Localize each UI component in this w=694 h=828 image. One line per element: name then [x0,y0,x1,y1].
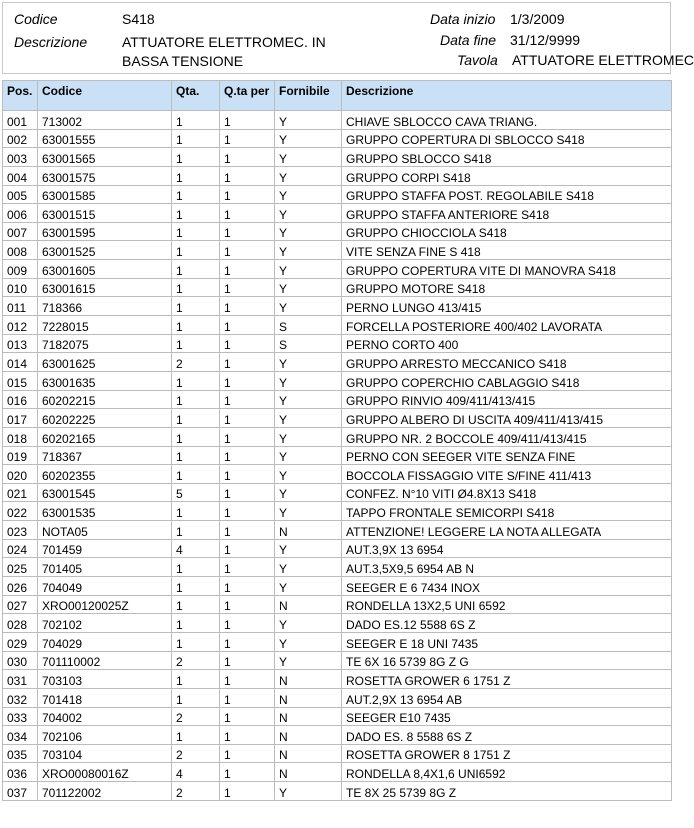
codice-cell: 702102 [38,614,172,633]
table-row [3,427,672,446]
descrizione-cell: DADO ES. 8 5588 6S Z [342,726,672,745]
qta-cell: 1 [172,222,220,241]
table-row [3,688,672,707]
fornibile-cell: Y [275,483,342,502]
codice-cell: 718366 [38,297,172,316]
qta-per-cell: 1 [220,632,275,651]
table-row [3,632,672,651]
codice-value: S418 [122,11,155,27]
codice-cell: 60202225 [38,409,172,428]
fornibile-cell: N [275,763,342,782]
descrizione-label: Descrizione [14,34,88,50]
fornibile-cell: N [275,707,342,726]
fornibile-cell: Y [275,651,342,670]
fornibile-cell: N [275,521,342,540]
table-row [3,241,672,260]
pos-cell: 034 [3,726,38,745]
descrizione-cell: RONDELLA 8,4X1,6 UNI6592 [342,763,672,782]
descrizione-cell: GRUPPO COPERCHIO CABLAGGIO S418 [342,371,672,390]
codice-cell: 63001565 [38,148,172,167]
qta-cell: 1 [172,316,220,335]
codice-cell: 63001625 [38,353,172,372]
table-row [3,353,672,372]
pos-cell: 020 [3,465,38,484]
pos-cell: 013 [3,334,38,353]
codice-cell: 701459 [38,539,172,558]
table-row [3,409,672,428]
fornibile-cell: Y [275,278,342,297]
pos-cell: 031 [3,670,38,689]
qta-per-cell: 1 [220,483,275,502]
fornibile-cell: Y [275,558,342,577]
descrizione-cell: GRUPPO ARRESTO MECCANICO S418 [342,353,672,372]
descrizione-cell: TE 6X 16 5739 8G Z G [342,651,672,670]
pos-cell: 003 [3,148,38,167]
qta-per-cell: 1 [220,129,275,148]
codice-cell: 701405 [38,558,172,577]
table-row [3,465,672,484]
table-row [3,707,672,726]
fornibile-cell: Y [275,297,342,316]
column-header-qta: Qta. [172,81,220,111]
descrizione-cell: GRUPPO STAFFA POST. REGOLABILE S418 [342,185,672,204]
pos-cell: 035 [3,744,38,763]
column-header-qta-per: Q.ta per [220,81,275,111]
pos-cell: 012 [3,316,38,335]
descrizione-cell: AUT.3,9X 13 6954 [342,539,672,558]
codice-cell: 7228015 [38,316,172,335]
codice-label: Codice [14,11,58,27]
pos-cell: 026 [3,577,38,596]
descrizione-cell: AUT.3,5X9,5 6954 AB N [342,558,672,577]
qta-per-cell: 1 [220,521,275,540]
qta-per-cell: 1 [220,577,275,596]
descrizione-cell: VITE SENZA FINE S 418 [342,241,672,260]
table-row [3,185,672,204]
qta-cell: 1 [172,614,220,633]
codice-cell: 63001535 [38,502,172,521]
codice-cell: 703104 [38,744,172,763]
table-row [3,446,672,465]
qta-per-cell: 1 [220,204,275,223]
table-row [3,614,672,633]
pos-cell: 032 [3,688,38,707]
qta-cell: 1 [172,334,220,353]
descrizione-cell: GRUPPO COPERTURA DI SBLOCCO S418 [342,129,672,148]
descrizione-cell: SEEGER E10 7435 [342,707,672,726]
qta-cell: 1 [172,632,220,651]
fornibile-cell: Y [275,539,342,558]
pos-cell: 028 [3,614,38,633]
qta-per-cell: 1 [220,670,275,689]
table-row [3,111,672,130]
pos-cell: 018 [3,427,38,446]
descrizione-cell: GRUPPO MOTORE S418 [342,278,672,297]
column-header-fornibile: Fornibile [275,81,342,111]
fornibile-cell: Y [275,185,342,204]
qta-cell: 1 [172,260,220,279]
tavola-label: Tavola [457,52,498,68]
codice-cell: 704002 [38,707,172,726]
data-fine-label: Data fine [440,32,497,48]
qta-cell: 1 [172,409,220,428]
pos-cell: 014 [3,353,38,372]
descrizione-cell: TAPPO FRONTALE SEMICORPI S418 [342,502,672,521]
table-row [3,651,672,670]
codice-cell: 703103 [38,670,172,689]
fornibile-cell: S [275,334,342,353]
table-row [3,316,672,335]
qta-cell: 1 [172,726,220,745]
qta-cell: 1 [172,390,220,409]
document-header [2,2,694,74]
table-row [3,297,672,316]
codice-cell: 63001615 [38,278,172,297]
pos-cell: 010 [3,278,38,297]
descrizione-cell: GRUPPO ALBERO DI USCITA 409/411/413/415 [342,409,672,428]
table-row [3,726,672,745]
fornibile-cell: N [275,688,342,707]
table-row [3,483,672,502]
fornibile-cell: N [275,744,342,763]
data-inizio-label: Data inizio [430,11,496,27]
qta-per-cell: 1 [220,409,275,428]
qta-per-cell: 1 [220,148,275,167]
codice-cell: 63001595 [38,222,172,241]
pos-cell: 007 [3,222,38,241]
qta-cell: 1 [172,577,220,596]
codice-cell: 704029 [38,632,172,651]
codice-cell: 63001605 [38,260,172,279]
qta-per-cell: 1 [220,446,275,465]
qta-cell: 1 [172,371,220,390]
table-header-row [3,81,672,111]
qta-cell: 2 [172,651,220,670]
fornibile-cell: Y [275,129,342,148]
descrizione-cell: SEEGER E 18 UNI 7435 [342,632,672,651]
descrizione-cell: GRUPPO SBLOCCO S418 [342,148,672,167]
fornibile-cell: Y [275,782,342,801]
fornibile-cell: N [275,670,342,689]
qta-cell: 1 [172,111,220,130]
qta-per-cell: 1 [220,260,275,279]
descrizione-cell: SEEGER E 6 7434 INOX [342,577,672,596]
qta-per-cell: 1 [220,558,275,577]
qta-cell: 1 [172,166,220,185]
table-row [3,371,672,390]
pos-cell: 009 [3,260,38,279]
pos-cell: 004 [3,166,38,185]
descrizione-cell: GRUPPO CHIOCCIOLA S418 [342,222,672,241]
qta-per-cell: 1 [220,334,275,353]
descrizione-cell: DADO ES.12 5588 6S Z [342,614,672,633]
table-row [3,148,672,167]
table-row [3,222,672,241]
pos-cell: 029 [3,632,38,651]
qta-per-cell: 1 [220,539,275,558]
qta-per-cell: 1 [220,166,275,185]
qta-per-cell: 1 [220,688,275,707]
codice-cell: 60202215 [38,390,172,409]
table-body [3,111,672,801]
fornibile-cell: Y [275,241,342,260]
descrizione-cell: PERNO CORTO 400 [342,334,672,353]
descrizione-cell: RONDELLA 13X2,5 UNI 6592 [342,595,672,614]
descrizione-cell: CHIAVE SBLOCCO CAVA TRIANG. [342,111,672,130]
descrizione-cell: TE 8X 25 5739 8G Z [342,782,672,801]
fornibile-cell: N [275,726,342,745]
pos-cell: 005 [3,185,38,204]
pos-cell: 036 [3,763,38,782]
codice-cell: 63001575 [38,166,172,185]
qta-cell: 4 [172,539,220,558]
column-header-descrizione: Descrizione [342,81,672,111]
table-row [3,166,672,185]
qta-per-cell: 1 [220,241,275,260]
pos-cell: 011 [3,297,38,316]
qta-per-cell: 1 [220,427,275,446]
qta-per-cell: 1 [220,353,275,372]
qta-cell: 1 [172,129,220,148]
table-row [3,577,672,596]
qta-cell: 1 [172,558,220,577]
codice-cell: 63001635 [38,371,172,390]
descrizione-cell: AUT.2,9X 13 6954 AB [342,688,672,707]
codice-cell: 713002 [38,111,172,130]
codice-cell: 701418 [38,688,172,707]
qta-per-cell: 1 [220,707,275,726]
fornibile-cell: Y [275,577,342,596]
qta-per-cell: 1 [220,371,275,390]
codice-cell: 63001545 [38,483,172,502]
fornibile-cell: Y [275,446,342,465]
qta-cell: 1 [172,465,220,484]
descrizione-cell: GRUPPO CORPI S418 [342,166,672,185]
codice-cell: XRO00120025Z [38,595,172,614]
pos-cell: 027 [3,595,38,614]
descrizione-cell: PERNO LUNGO 413/415 [342,297,672,316]
qta-cell: 2 [172,782,220,801]
table-row [3,521,672,540]
fornibile-cell: Y [275,111,342,130]
fornibile-cell: Y [275,465,342,484]
table-row [3,278,672,297]
table-row [3,782,672,801]
data-inizio-value: 1/3/2009 [510,11,565,27]
qta-cell: 1 [172,148,220,167]
codice-cell: 63001585 [38,185,172,204]
pos-cell: 002 [3,129,38,148]
table-row [3,260,672,279]
fornibile-cell: Y [275,390,342,409]
fornibile-cell: Y [275,166,342,185]
fornibile-cell: Y [275,409,342,428]
codice-cell: 718367 [38,446,172,465]
qta-per-cell: 1 [220,744,275,763]
qta-per-cell: 1 [220,185,275,204]
descrizione-value-line1: ATTUATORE ELETTROMEC. IN [122,34,326,50]
pos-cell: 006 [3,204,38,223]
table-row [3,744,672,763]
descrizione-cell: FORCELLA POSTERIORE 400/402 LAVORATA [342,316,672,335]
qta-cell: 1 [172,521,220,540]
qta-per-cell: 1 [220,316,275,335]
pos-cell: 025 [3,558,38,577]
codice-cell: 701122002 [38,782,172,801]
table-row [3,502,672,521]
table-row [3,129,672,148]
qta-per-cell: 1 [220,651,275,670]
tavola-value: ATTUATORE ELETTROMEC [512,52,694,68]
pos-cell: 017 [3,409,38,428]
descrizione-cell: GRUPPO RINVIO 409/411/413/415 [342,390,672,409]
table-row [3,558,672,577]
pos-cell: 021 [3,483,38,502]
qta-per-cell: 1 [220,278,275,297]
pos-cell: 024 [3,539,38,558]
qta-per-cell: 1 [220,297,275,316]
codice-cell: 60202165 [38,427,172,446]
fornibile-cell: N [275,595,342,614]
pos-cell: 016 [3,390,38,409]
qta-cell: 1 [172,297,220,316]
pos-cell: 019 [3,446,38,465]
fornibile-cell: Y [275,222,342,241]
qta-cell: 2 [172,353,220,372]
fornibile-cell: Y [275,371,342,390]
pos-cell: 037 [3,782,38,801]
pos-cell: 022 [3,502,38,521]
fornibile-cell: Y [275,353,342,372]
qta-cell: 5 [172,483,220,502]
pos-cell: 008 [3,241,38,260]
qta-cell: 1 [172,204,220,223]
pos-cell: 023 [3,521,38,540]
descrizione-cell: ROSETTA GROWER 8 1751 Z [342,744,672,763]
table-row [3,204,672,223]
qta-cell: 1 [172,446,220,465]
qta-per-cell: 1 [220,614,275,633]
qta-cell: 1 [172,595,220,614]
fornibile-cell: Y [275,204,342,223]
qta-cell: 1 [172,502,220,521]
descrizione-cell: GRUPPO STAFFA ANTERIORE S418 [342,204,672,223]
qta-per-cell: 1 [220,111,275,130]
qta-cell: 1 [172,670,220,689]
qta-per-cell: 1 [220,763,275,782]
descrizione-cell: CONFEZ. N°10 VITI Ø4.8X13 S418 [342,483,672,502]
fornibile-cell: Y [275,260,342,279]
qta-cell: 2 [172,707,220,726]
codice-cell: 704049 [38,577,172,596]
descrizione-cell: ROSETTA GROWER 6 1751 Z [342,670,672,689]
table-row [3,334,672,353]
pos-cell: 015 [3,371,38,390]
descrizione-cell: PERNO CON SEEGER VITE SENZA FINE [342,446,672,465]
qta-per-cell: 1 [220,390,275,409]
pos-cell: 033 [3,707,38,726]
codice-cell: 63001555 [38,129,172,148]
codice-cell: XRO00080016Z [38,763,172,782]
codice-cell: 7182075 [38,334,172,353]
fornibile-cell: Y [275,632,342,651]
qta-per-cell: 1 [220,726,275,745]
codice-cell: 63001525 [38,241,172,260]
codice-cell: 63001515 [38,204,172,223]
descrizione-cell: GRUPPO NR. 2 BOCCOLE 409/411/413/415 [342,427,672,446]
qta-per-cell: 1 [220,222,275,241]
qta-cell: 4 [172,763,220,782]
descrizione-cell: GRUPPO COPERTURA VITE DI MANOVRA S418 [342,260,672,279]
table-row [3,670,672,689]
table-row [3,390,672,409]
column-header-pos: Pos. [3,81,38,111]
qta-per-cell: 1 [220,595,275,614]
table-row [3,595,672,614]
pos-cell: 001 [3,111,38,130]
descrizione-cell: BOCCOLA FISSAGGIO VITE S/FINE 411/413 [342,465,672,484]
qta-cell: 2 [172,744,220,763]
data-fine-value: 31/12/9999 [510,32,581,48]
fornibile-cell: Y [275,502,342,521]
pos-cell: 030 [3,651,38,670]
qta-cell: 1 [172,688,220,707]
qta-cell: 1 [172,278,220,297]
column-header-codice: Codice [38,81,172,111]
fornibile-cell: Y [275,148,342,167]
qta-cell: 1 [172,427,220,446]
fornibile-cell: S [275,316,342,335]
parts-table [2,80,672,801]
qta-per-cell: 1 [220,502,275,521]
codice-cell: NOTA05 [38,521,172,540]
codice-cell: 60202355 [38,465,172,484]
descrizione-value-line2: BASSA TENSIONE [122,53,244,69]
fornibile-cell: Y [275,614,342,633]
table-row [3,539,672,558]
table-row [3,763,672,782]
codice-cell: 701110002 [38,651,172,670]
qta-per-cell: 1 [220,465,275,484]
fornibile-cell: Y [275,427,342,446]
qta-per-cell: 1 [220,782,275,801]
codice-cell: 702106 [38,726,172,745]
qta-cell: 1 [172,241,220,260]
descrizione-cell: ATTENZIONE! LEGGERE LA NOTA ALLEGATA [342,521,672,540]
qta-cell: 1 [172,185,220,204]
